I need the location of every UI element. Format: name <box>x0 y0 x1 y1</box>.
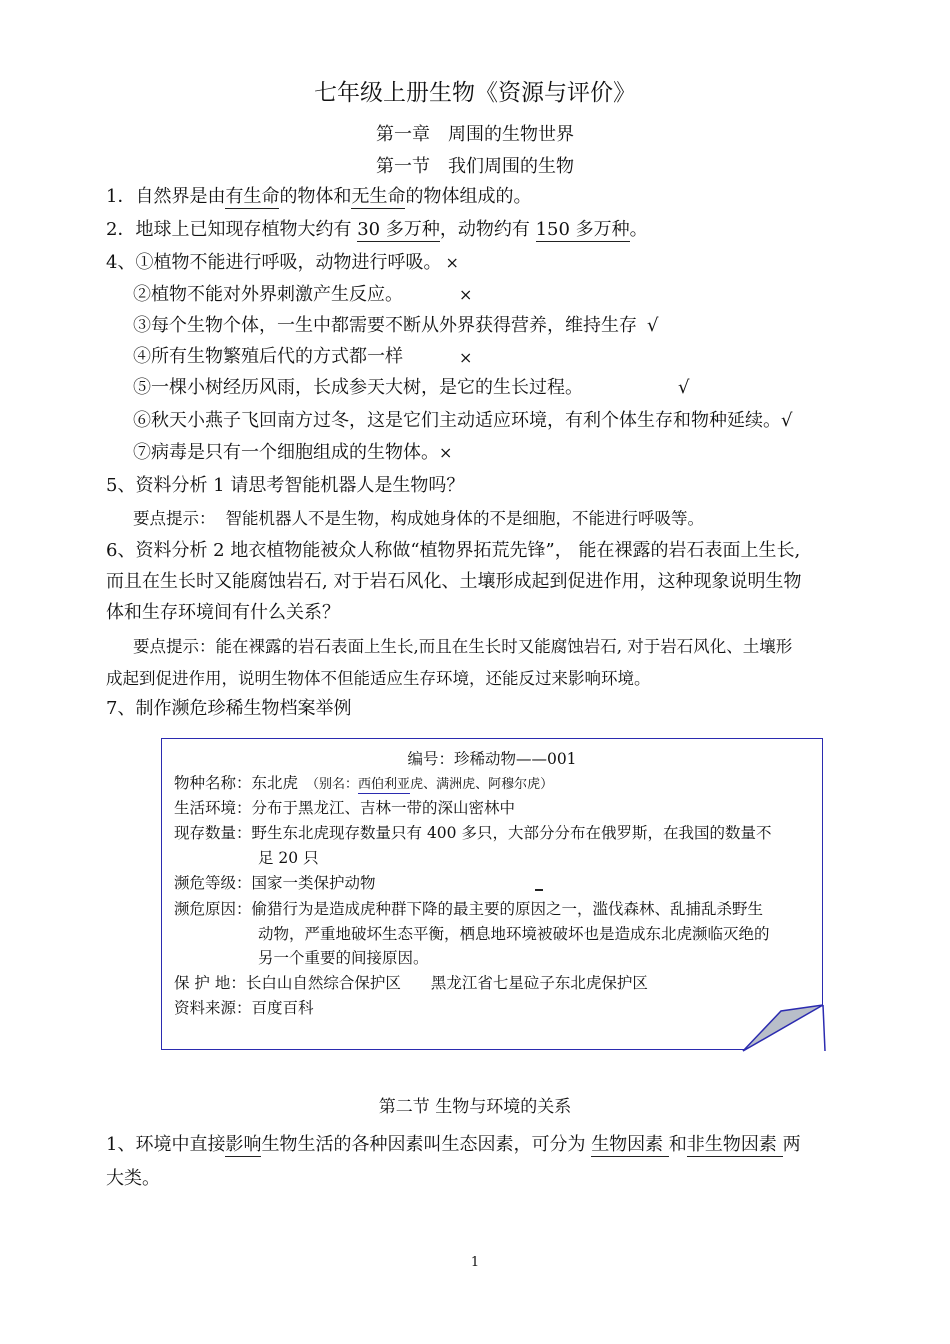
card-level-row: 濒危等级：国家一类保护动物 <box>174 874 376 892</box>
chapter-heading: 第一章 周围的生物世界 <box>376 124 574 145</box>
question-7: 7、制作濒危珍稀生物档案举例 <box>106 698 352 719</box>
question-4-item: ⑤一棵小树经历风雨，长成参天大树，是它的生长过程。 <box>133 377 583 398</box>
card-cause-row: 濒危原因：偷猎行为是造成虎种群下降的最主要的原因之一，滥伐森林、乱捕乱杀野生 <box>174 900 764 918</box>
page-number: 1 <box>470 1255 480 1270</box>
card-cause-row-cont: 另一个重要的间接原因。 <box>258 949 429 967</box>
section-2-question-1-cont: 大类。 <box>106 1168 160 1189</box>
cross-mark: × <box>445 253 459 272</box>
section-2-question-1: 1、环境中直接影响生物生活的各种因素叫生态因素，可分为 生物因素 和非生物因素 两 <box>106 1134 801 1155</box>
card-border-right <box>822 739 824 1015</box>
question-4-item: 4、①植物不能进行呼吸，动物进行呼吸。 × <box>106 252 459 273</box>
check-mark: √ <box>647 315 659 336</box>
cross-mark: × <box>459 348 473 367</box>
stray-underline <box>535 889 543 891</box>
question-6-line: 6、资料分析 2 地衣植物能被众人称做“植物界拓荒先锋”， 能在裸露的岩石表面上生长, <box>106 540 801 561</box>
card-cause-row-cont: 动物，严重地破坏生态平衡，栖息地环境被破坏也是造成东北虎濒临灭绝的 <box>258 925 770 943</box>
card-count-row-cont: 足 20 只 <box>258 849 319 867</box>
check-mark: √ <box>678 377 690 398</box>
card-reserve-row: 保 护 地：长白山自然综合保护区 黑龙江省七星砬子东北虎保护区 <box>174 974 648 992</box>
question-6-line: 而且在生长时又能腐蚀岩石, 对于岩石风化、土壤形成起到促进作用，这种现象说明生物 <box>106 571 802 592</box>
section-heading: 第一节 我们周围的生物 <box>376 156 574 177</box>
check-mark: √ <box>781 410 793 431</box>
question-5-hint: 要点提示： 智能机器人不是生物，构成她身体的不是细胞，不能进行呼吸等。 <box>133 509 704 528</box>
question-2: 2．地球上已知现存植物大约有 30 多万种，动物约有 150 多万种。 <box>106 219 648 240</box>
question-5: 5、资料分析 1 请思考智能机器人是生物吗？ <box>106 475 465 496</box>
endangered-species-card <box>161 738 823 1050</box>
page-curl-icon <box>741 1003 827 1053</box>
cross-mark: × <box>439 443 453 462</box>
page-title: 七年级上册生物《资源与评价》 <box>314 80 636 106</box>
question-4-item: ③每个生物个体，一生中都需要不断从外界获得营养，维持生存 √ <box>133 315 659 336</box>
card-habitat-row: 生活环境：分布于黑龙江、吉林一带的深山密林中 <box>174 799 516 817</box>
card-count-row: 现存数量：野生东北虎现存数量只有 400 多只，大部分分布在俄罗斯，在我国的数量不 <box>174 824 772 842</box>
card-border-bottom <box>162 1049 743 1051</box>
question-4-item: ⑦病毒是只有一个细胞组成的生物体。× <box>133 442 453 463</box>
question-6-hint-line: 成起到促进作用，说明生物体不但能适应生存环境，还能反过来影响环境。 <box>106 669 651 688</box>
card-id: 编号：珍稀动物——001 <box>407 750 577 768</box>
question-4-item: ⑥秋天小燕子飞回南方过冬，这是它们主动适应环境，有利个体生存和物种延续。√ <box>133 410 793 431</box>
question-4-item: ④所有生物繁殖后代的方式都一样 <box>133 346 403 367</box>
question-6-hint-line: 要点提示：能在裸露的岩石表面上生长,而且在生长时又能腐蚀岩石, 对于岩石风化、土壤形 <box>133 637 793 656</box>
question-1: 1．自然界是由有生命的物体和无生命的物体组成的。 <box>106 186 532 207</box>
question-4-item: ②植物不能对外界刺激产生反应。 <box>133 284 403 305</box>
card-species-row: 物种名称：东北虎 （别名：西伯利亚虎、满洲虎、阿穆尔虎） <box>174 774 554 792</box>
card-source-row: 资料来源：百度百科 <box>174 999 314 1017</box>
section-2-heading: 第二节 生物与环境的关系 <box>378 1097 572 1117</box>
cross-mark: × <box>459 285 473 304</box>
question-6-line: 体和生存环境间有什么关系？ <box>106 602 340 623</box>
